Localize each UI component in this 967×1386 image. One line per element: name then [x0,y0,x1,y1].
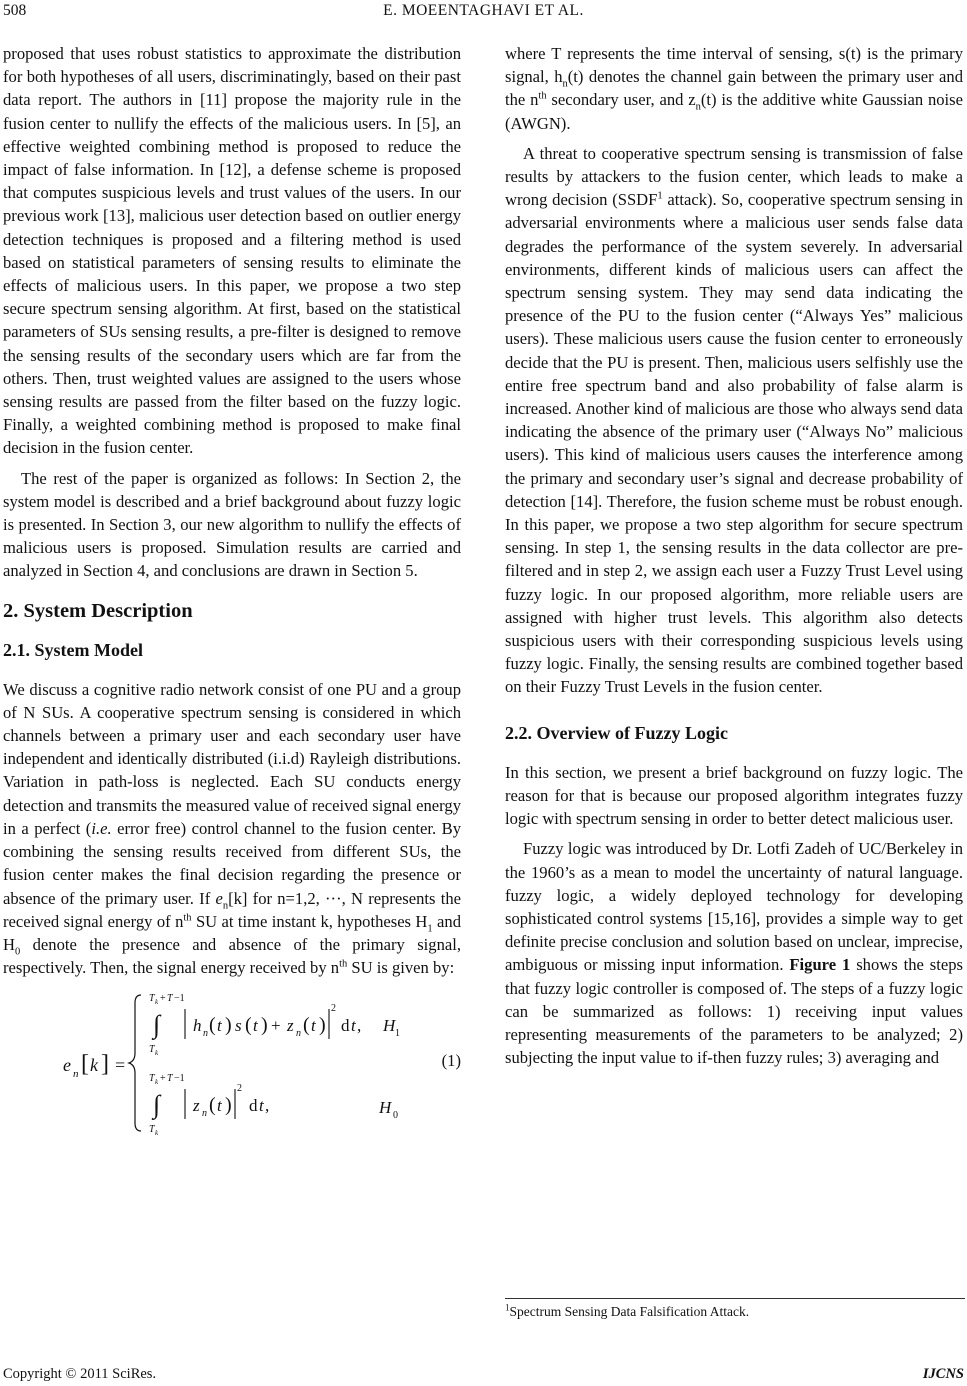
subsection-heading: 2.1. System Model [3,639,143,660]
svg-text:k: k [155,1129,159,1138]
svg-text:∫: ∫ [153,1090,161,1120]
paragraph: The rest of the paper is organized as follows: In Section 2, the system model is described and a brief background about fuzzy logic is presented. In Section 3, our new algorithm to nullify the effects of malicious users is proposed. Simulation results are carried and analyzed in Section 4, and conclusions are drawn in Section 5. [3,468,461,581]
svg-text:t: t [253,1016,258,1036]
svg-text:(: ( [245,1014,252,1037]
svg-text:]: ] [101,1051,109,1078]
svg-text:t: t [351,1016,356,1036]
svg-text:t: t [311,1016,316,1036]
svg-text:k: k [90,1055,98,1076]
svg-text:T: T [149,1044,155,1056]
equation-number: (1) [441,1051,461,1071]
paragraph: where T represents the time interval of sensing, s(t) is the primary signal, $h_n(t)$ denotes the channel gain between the primary user and the $n^{th}$ secondary user, and $z_n(t)$ is the additive white Gaussian noise (AWGN). [505,44,964,133]
footnote-rule [505,1298,965,1299]
svg-text:n: n [296,1028,301,1040]
equation-1 [3,985,461,1141]
journal-name: IJCNS [922,1366,964,1382]
svg-text:=: = [115,1055,126,1076]
svg-text:2: 2 [331,1003,336,1015]
svg-text:,: , [265,1096,270,1116]
svg-text:): ) [225,1094,232,1117]
svg-text:T: T [167,1073,173,1085]
svg-text:(: ( [209,1094,216,1117]
svg-text:s: s [235,1016,242,1036]
svg-text:∫: ∫ [153,1010,161,1040]
svg-text:d: d [249,1096,258,1116]
svg-text:n: n [203,1028,208,1040]
running-head: E. MOEENTAGHAVI ET AL. [383,2,584,19]
paragraph: We discuss a cognitive radio network consist of one PU and a group of N SUs. A cooperative spectrum sensing is considered in which channels between a primary user and each secondary user have independent and identically distributed (i.i.d) Rayleigh distributions. Variation in path-loss is neglected. Each SU conducts energy detection and transmits the measured value of received signal energy in a perfect (i.e. error free) control channel to the fusion center. By combining the sensing results received from different SUs, the fusion center makes the final decision regarding the presence or absence of the primary user. If $e_n[k]$ for n=1,2, ···, N represents the received signal energy of $n^{th}$ SU at time instant k, hypotheses $H_1$ and $H_0$ denote the presence and absence of the primary signal, respectively. Then, the signal energy received by $n^{th}$ SU is given by: [3,679,462,978]
svg-text:): ) [225,1014,232,1037]
subsection-heading: 2.2. Overview of Fuzzy Logic [505,722,728,743]
svg-text:−1: −1 [174,993,185,1005]
svg-text:z: z [193,1096,200,1116]
paragraph: In this section, we present a brief background on fuzzy logic. The reason for that is because our proposed algorithm integrates fuzzy logic with spectrum sensing in order to better detect malicious user. [505,762,963,829]
svg-text:−1: −1 [174,1073,185,1085]
svg-text:0: 0 [393,1110,398,1122]
section-heading: 2. System Description [3,599,193,622]
svg-text:+: + [160,993,166,1005]
right-column [505,42,963,1069]
svg-text:h: h [193,1016,202,1036]
svg-text:e: e [63,1055,71,1076]
svg-text:t: t [259,1096,264,1116]
svg-text:t: t [217,1096,222,1116]
copyright: Copyright © 2011 SciRes. [3,1366,157,1382]
svg-text:k: k [155,998,159,1007]
svg-text:): ) [319,1014,326,1037]
equation-graphic [63,985,403,1141]
svg-text:2: 2 [237,1083,242,1095]
svg-text:k: k [155,1049,159,1058]
left-column [3,42,461,1141]
svg-text:+: + [271,1016,281,1036]
svg-text:): ) [261,1014,268,1037]
svg-text:H: H [383,1016,396,1036]
svg-text:[: [ [81,1051,89,1078]
svg-text:n: n [202,1108,207,1120]
page-number: 508 [3,2,27,19]
svg-text:H: H [379,1098,392,1118]
svg-text:t: t [217,1016,222,1036]
svg-text:n: n [73,1068,79,1081]
svg-text:1: 1 [395,1028,400,1040]
paragraph: A threat to cooperative spectrum sensing is transmission of false results by attackers to the fusion center, which leads to make a wrong decision (SSDF$^1$ attack). So, cooperative spectrum sensing in adversarial environments where a malicious user sends false data degrades the performance of the system severely. In adversarial environments, different kinds of malicious users can affect the spectrum sensing system. They may send data indicating the presence of the PU to the fusion center (“Always Yes” malicious users). These malicious users cause the fusion center to erroneously decide that the PU is present. Then, malicious users selfishly use the entire free spectrum band and also probability of false alarm is increased. Another kind of malicious are those who always send data indicating the absence of the primary user (“Always No” malicious users). This kind of malicious users causes the interference among the primary and secondary user’s signal and decrease probability of detection [14]. Therefore, the fusion scheme must be robust enough. In this paper, we propose a two step algorithm for secure spectrum sensing. In step 1, the sensing results in the data collector are pre-filtered and in step 2, we assign each user a Fuzzy Trust Level using fuzzy logic. In our proposed algorithm, more reliable users are assigned with higher trust levels. This algorithm also detects suspicious users with their corresponding suspicious levels using fuzzy logic. Finally, the sensing results are combined together based on their Fuzzy Trust Levels in the fusion center. [505,143,963,697]
svg-text:T: T [149,1073,155,1085]
svg-text:,: , [357,1016,362,1036]
paragraph: Fuzzy logic was introduced by Dr. Lotfi Zadeh of UC/Berkeley in the 1960’s as a mean to model the uncertainty of natural language. fuzzy logic, a widely deployed technology for developing sophisticated control systems [15,16], provides a simple way to get definite precise conclusion and solution based on unclear, imprecise, ambiguous or missing input information. Figure 1 shows the steps that fuzzy logic controller is composed of. The steps of a fuzzy logic can be summarized as follows: 1) receiving input values representing measurements of the parameters to be analyzed; 2) subjecting the input value to if-then fuzzy rules; 3) averaging and [505,839,963,1068]
svg-text:T: T [149,993,155,1005]
svg-text:(: ( [303,1014,310,1037]
svg-text:(: ( [209,1014,216,1037]
footnote: $^1$Spectrum Sensing Data Falsification Attack. [505,1302,750,1319]
svg-text:+: + [160,1073,166,1085]
paragraph: proposed that uses robust statistics to approximate the distribution for both hypotheses of all users, discriminatingly, based on their past data report. The authors in [11] propose the majority rule in the fusion center to nullify the effects of the malicious users. In [5], an effective weighted combining method is proposed to reduce the impact of false information. In [12], a defense scheme is proposed that computes suspicious levels and trust values of the users. In our previous work [13], malicious user detection based on outlier energy detection techniques is proposed and a filtering method is used based on statistical parameters of sensing results to eliminate the effects of malicious users. In this paper, we propose a two step secure spectrum sensing algorithm. At first, based on the statistical parameters of SUs sensing results, a pre-filter is designed to remove the sensing results of the secondary users which are far from the others. Then, trust weighted values are assigned to the users whose sensing results are passed from the filter based on the fuzzy logic. Finally, a weighted combining method is proposed to make final decision in the fusion center. [3,44,461,458]
svg-text:k: k [155,1078,159,1087]
svg-text:T: T [149,1124,155,1136]
svg-text:z: z [287,1016,294,1036]
svg-text:T: T [167,993,173,1005]
svg-text:d: d [341,1016,350,1036]
